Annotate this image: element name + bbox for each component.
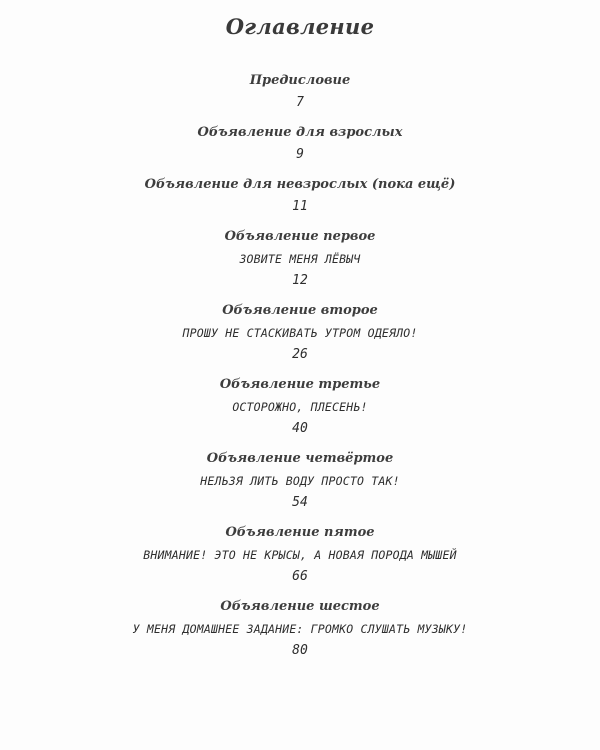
toc-entry-page-number: 7 <box>296 95 304 110</box>
toc-entry-subtitle: НЕЛЬЗЯ ЛИТЬ ВОДУ ПРОСТО ТАК! <box>200 474 400 488</box>
toc-entry-subtitle: ЗОВИТЕ МЕНЯ ЛЁВЫЧ <box>239 252 361 266</box>
toc-entry-heading: Объявление для невзрослых (пока ещё) <box>144 177 456 192</box>
toc-entry-heading: Объявление шестое <box>220 599 380 614</box>
toc-entry-subtitle: ОСТОРОЖНО, ПЛЕСЕНЬ! <box>232 400 368 414</box>
toc-entry-heading: Объявление для взрослых <box>197 125 403 140</box>
toc-entry-subtitle: У МЕНЯ ДОМАШНЕЕ ЗАДАНИЕ: ГРОМКО СЛУШАТЬ МУЗЫКУ! <box>132 622 468 636</box>
toc-entry-page-number: 40 <box>292 421 308 436</box>
toc-entry-subtitle: ВНИМАНИЕ! ЭТО НЕ КРЫСЫ, А НОВАЯ ПОРОДА МЫШЕЙ <box>143 548 457 562</box>
toc-entry-page-number: 54 <box>292 495 308 510</box>
toc-entry-heading: Предисловие <box>249 73 351 88</box>
toc-entry-heading: Объявление пятое <box>225 525 375 540</box>
toc-entry-heading: Объявление первое <box>224 229 376 244</box>
toc-entry-page-number: 66 <box>292 569 308 584</box>
toc-entry-heading: Объявление второе <box>222 303 378 318</box>
toc-entry-page-number: 9 <box>296 147 304 162</box>
toc-entry-subtitle: ПРОШУ НЕ СТАСКИВАТЬ УТРОМ ОДЕЯЛО! <box>182 326 418 340</box>
toc-entry-page-number: 12 <box>292 273 308 288</box>
page-title: Оглавление <box>225 14 375 39</box>
toc-entry-page-number: 11 <box>292 199 308 214</box>
toc-entry-heading: Объявление четвёртое <box>206 451 394 466</box>
toc-entry-page-number: 80 <box>292 643 308 658</box>
toc-entry-heading: Объявление третье <box>219 377 381 392</box>
toc-entry-page-number: 26 <box>292 347 308 362</box>
